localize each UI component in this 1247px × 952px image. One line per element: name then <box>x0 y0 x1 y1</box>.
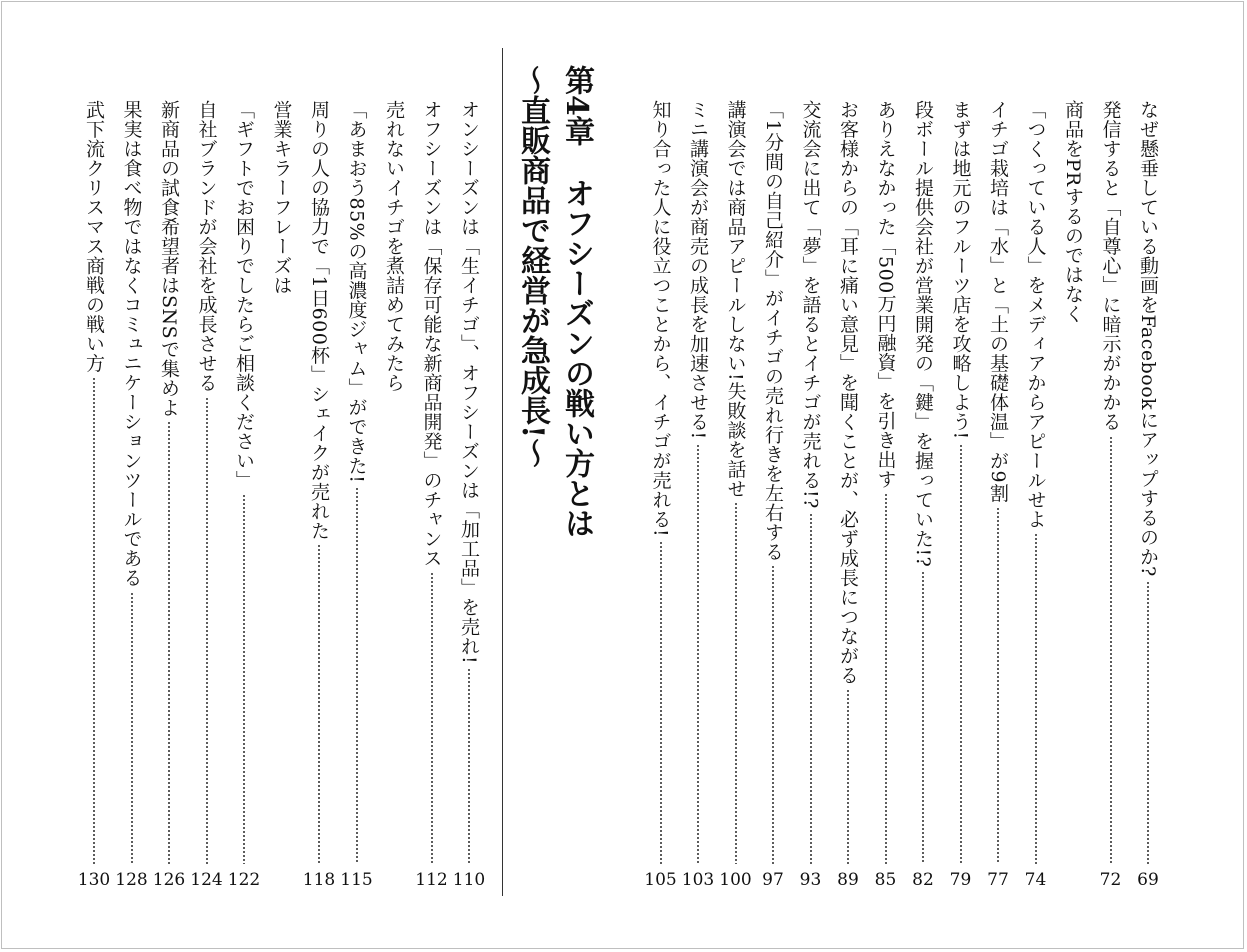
toc-page-number: 100 <box>719 870 752 890</box>
toc-entry[interactable] <box>154 100 184 890</box>
toc-page-number: 110 <box>452 870 486 890</box>
leader-dots <box>885 493 887 864</box>
toc-entry-title: 自社ブランドが会社を成長させる <box>195 100 218 393</box>
toc-page-number: 72 <box>1099 870 1122 890</box>
toc-entry-title: オンシーズンは「生イチゴ」、オフシーズンは「加工品」を売れ! <box>458 100 480 665</box>
toc-entry[interactable] <box>683 100 713 890</box>
toc-page-number: 82 <box>912 870 934 890</box>
toc-entry[interactable] <box>229 100 259 890</box>
toc-page-number: 77 <box>987 870 1009 890</box>
toc-entry[interactable] <box>646 100 676 890</box>
leader-dots <box>997 507 999 864</box>
leader-dots <box>847 689 849 864</box>
leader-dots <box>168 421 170 864</box>
toc-entry-title: お客様からの「耳に痛い意見」を聞くことが、必ず成長につながる <box>837 100 859 685</box>
toc-entry-title: ありえなかった「500万円融資」を引き出す <box>874 100 897 489</box>
toc-entry-title: 発信すると「自尊心」に暗示がかかる <box>1099 100 1122 432</box>
leader-dots <box>697 444 699 864</box>
toc-entry[interactable] <box>1133 100 1163 890</box>
toc-entry-title: まずは地元のフルーツ店を攻略しよう! <box>949 100 972 440</box>
leader-dots <box>660 541 662 864</box>
leader-dots <box>356 487 358 864</box>
toc-entry-title: オフシーズンは「保存可能な新商品開発」のチャンス <box>420 100 443 568</box>
toc-entry[interactable] <box>267 100 297 890</box>
toc-entry[interactable] <box>758 100 788 890</box>
toc-entry-title: 段ボール提供会社が営業開発の「鍵」を握っていた!? <box>912 100 934 568</box>
toc-entry-title: 「ギフトでお困りでしたらご相談ください」 <box>233 100 255 490</box>
leader-dots <box>960 444 962 864</box>
toc-page-number: 130 <box>77 870 111 890</box>
leader-dots <box>131 592 133 865</box>
toc-entry[interactable] <box>946 100 976 890</box>
toc-entry-title: なぜ懸垂している動画をFacebookにアップするのか? <box>1137 100 1159 577</box>
page-divider <box>502 48 503 896</box>
leader-dots <box>772 565 774 864</box>
toc-entry[interactable] <box>908 100 938 890</box>
toc-page-number: 115 <box>340 870 373 890</box>
chapter-subtitle: 〜直販商品で経営が急成長!〜 <box>515 65 550 469</box>
toc-entry[interactable] <box>342 100 372 890</box>
leader-dots <box>735 502 737 864</box>
leader-dots <box>810 513 812 864</box>
toc-entry-title: 「つくっている人」をメディアからアピールせよ <box>1024 100 1047 529</box>
toc-page-number: 97 <box>762 870 784 890</box>
toc-entry[interactable] <box>1021 100 1051 890</box>
toc-page-number: 118 <box>302 870 336 890</box>
toc-page-number: 69 <box>1137 870 1159 890</box>
toc-entry[interactable] <box>79 100 109 890</box>
toc-page-number: 126 <box>152 870 186 890</box>
leader-dots <box>206 397 208 865</box>
toc-page-number: 112 <box>415 870 448 890</box>
toc-entry[interactable] <box>721 100 751 890</box>
toc-entry-title: 「1分間の自己紹介」がイチゴの売れ行きを左右する <box>762 100 784 562</box>
leader-dots <box>1110 436 1112 865</box>
toc-entry-title: 果実は食べ物ではなくコミュニケーションツールである <box>120 100 143 588</box>
toc-entry-title: ミニ講演会が商売の成長を加速させる! <box>687 100 709 440</box>
toc-entry[interactable] <box>983 100 1013 890</box>
chapter-heading <box>508 65 598 585</box>
toc-page-number: 79 <box>949 870 972 890</box>
toc-entry-title: 交流会に出て「夢」を語るとイチゴが売れる!? <box>799 100 822 509</box>
toc-page-number: 124 <box>190 870 223 890</box>
toc-entry-title: 新商品の試食希望者はSNSで集めよ <box>158 100 180 418</box>
toc-entry-title: 武下流クリスマス商戦の戦い方 <box>83 100 105 373</box>
toc-page-number: 89 <box>837 870 859 890</box>
toc-entry-title: 講演会では商品アピールしない!失敗談を話せ <box>724 100 747 499</box>
toc-entry[interactable] <box>1096 100 1126 890</box>
chapter-title: オフシーズンの戦い方とは <box>559 178 594 539</box>
toc-entry-title: 売れないイチゴを煮詰めてみたら <box>383 100 405 393</box>
toc-entry-title: 商品をPRするのではなく <box>1062 100 1084 324</box>
toc-page-number: 128 <box>115 870 148 890</box>
toc-entry[interactable] <box>117 100 147 890</box>
leader-dots <box>1035 533 1037 864</box>
toc-entry[interactable] <box>796 100 826 890</box>
toc-entry[interactable] <box>304 100 334 890</box>
toc-entry-title: 営業キラーフレーズは <box>270 100 293 295</box>
toc-entry[interactable] <box>417 100 447 890</box>
leader-dots <box>1147 581 1149 864</box>
chapter-number: 第4章 <box>559 65 594 146</box>
toc-entry[interactable] <box>454 100 484 890</box>
toc-page-number: 122 <box>227 870 261 890</box>
toc-entry-title: 「あまおう85%の高濃度ジャム」ができた! <box>345 100 368 484</box>
toc-page-number: 93 <box>799 870 822 890</box>
toc-entry[interactable] <box>379 100 409 890</box>
toc-entry[interactable] <box>871 100 901 890</box>
toc-entry-title: イチゴ栽培は「水」と「土の基礎体温」が9割 <box>987 100 1009 503</box>
leader-dots <box>318 544 320 864</box>
leader-dots <box>922 571 924 864</box>
toc-page-number: 85 <box>874 870 897 890</box>
toc-page-number: 74 <box>1024 870 1047 890</box>
toc-entry-title: 知り合った人に役立つことから、イチゴが売れる! <box>649 100 672 538</box>
toc-page-number: 105 <box>644 870 677 890</box>
toc-page-number: 103 <box>681 870 715 890</box>
toc-entry[interactable] <box>192 100 222 890</box>
toc-entry-title: 周りの人の協力で「1日600杯」シェイクが売れた <box>308 100 330 541</box>
toc-entry[interactable] <box>833 100 863 890</box>
leader-dots <box>93 377 95 864</box>
leader-dots <box>468 668 470 864</box>
toc-entry[interactable] <box>1058 100 1088 890</box>
leader-dots <box>431 572 433 864</box>
leader-dots <box>243 494 245 864</box>
